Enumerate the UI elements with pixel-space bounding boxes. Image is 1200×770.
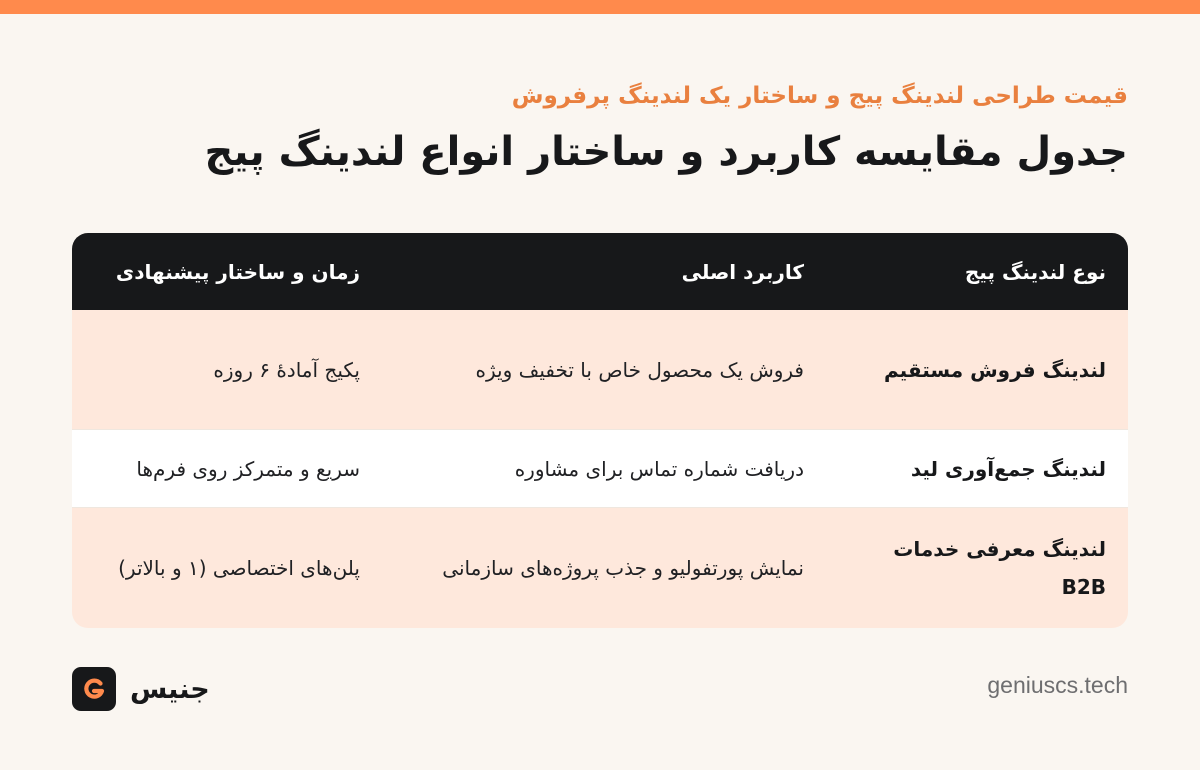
top-accent-bar <box>0 0 1200 14</box>
site-domain[interactable]: geniuscs.tech <box>987 672 1128 698</box>
page-title: جدول مقایسه کاربرد و ساختار انواع لندینگ پیج <box>204 129 1128 175</box>
genius-logo-icon <box>72 667 116 711</box>
cell-suggested-time: پلن‌های اختصاصی (۱ و بالاتر) <box>118 556 360 580</box>
cell-landing-type: لندینگ جمع‌آوری لید <box>910 456 1106 481</box>
table-row <box>72 310 1128 430</box>
brand-name: جنیس <box>130 673 210 705</box>
cell-main-usage: فروش یک محصول خاص با تخفیف ویژه <box>475 357 804 382</box>
page-subtitle: قیمت طراحی لندینگ پیج و ساختار یک لندینگ پرفروش <box>511 83 1128 109</box>
column-header-usage: کاربرد اصلی <box>681 259 804 284</box>
cell-suggested-time: سریع و متمرکز روی فرم‌ها <box>136 456 360 481</box>
cell-main-usage: نمایش پورتفولیو و جذب پروژه‌های سازمانی <box>442 556 804 580</box>
comparison-table <box>72 233 1128 628</box>
table-header-row <box>72 233 1128 310</box>
cell-main-usage: دریافت شماره تماس برای مشاوره <box>514 456 804 481</box>
table-row <box>72 430 1128 508</box>
brand-logo[interactable] <box>72 667 210 711</box>
page-header <box>72 80 1128 178</box>
column-header-type: نوع لندینگ پیج <box>964 259 1106 284</box>
column-header-time: زمان و ساختار پیشنهادی <box>115 259 360 284</box>
table-row <box>72 508 1128 628</box>
cell-landing-type: لندینگ معرفی خدمات B2B <box>893 537 1106 599</box>
cell-landing-type: لندینگ فروش مستقیم <box>883 357 1106 382</box>
cell-suggested-time: پکیج آمادهٔ ۶ روزه <box>213 357 360 382</box>
